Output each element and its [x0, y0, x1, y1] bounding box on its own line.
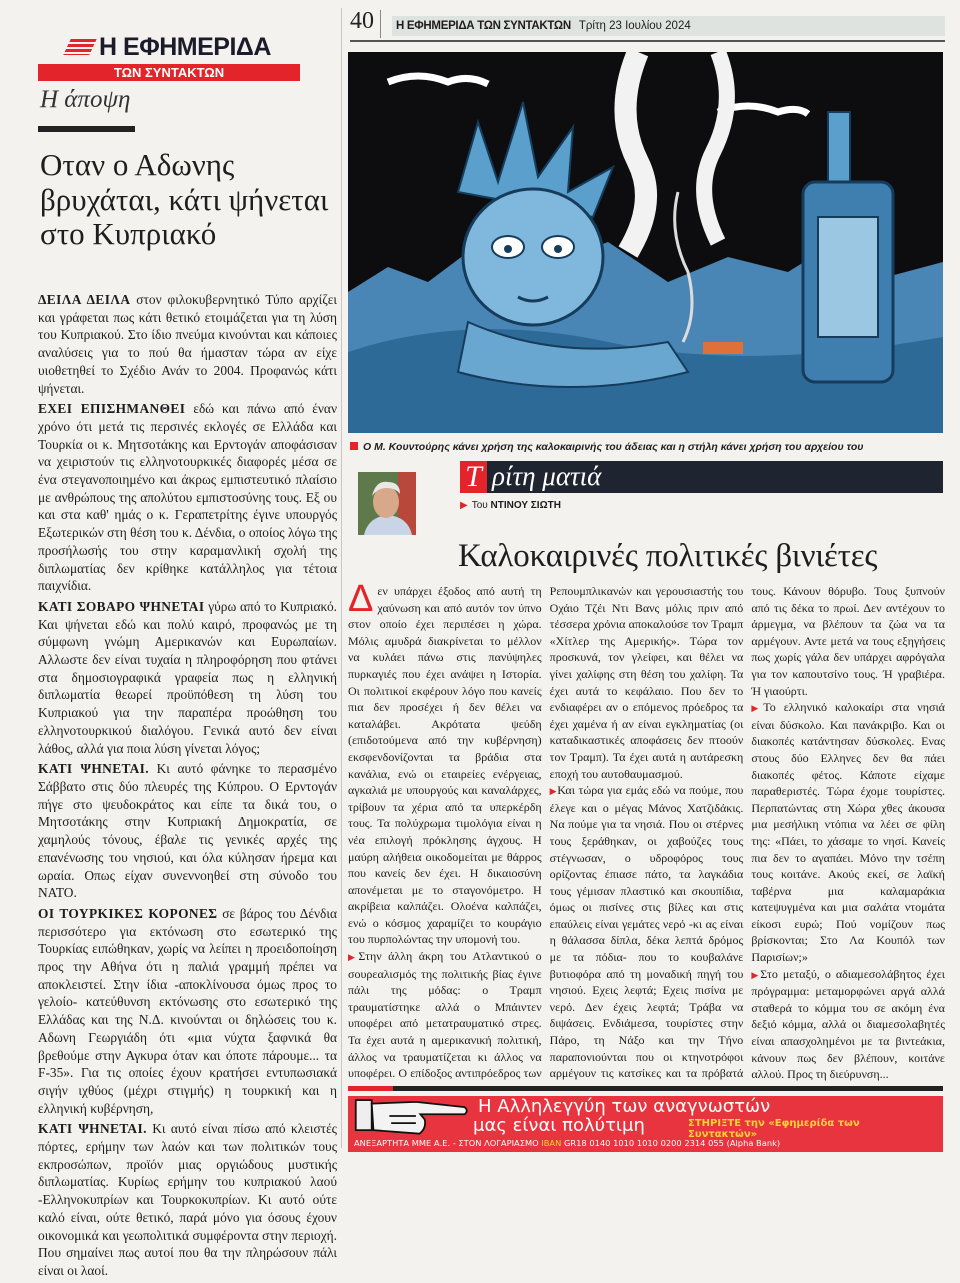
- byline-prefix: Του: [471, 500, 488, 511]
- page-number: 40: [350, 8, 374, 34]
- left-article-body: [38, 291, 337, 1283]
- bank-account-line: [354, 1138, 780, 1148]
- iban-number: GR18 0140 1010 1010 0200 2314 055: [563, 1138, 724, 1148]
- issue-date: Τρίτη 23 Ιουλίου 2024: [578, 20, 691, 32]
- paragraph-text: Το ελληνικό καλοκαίρι στα νησιά είναι δύσκολο. Και πανάκριβο. Και οι διακοπές κατάντησαν δύσκολες. Ενας στους δύο Ελληνες δεν θα πάει διακοπές φέτος. Κάποτε είχαμε παραθεριστές. Τώρα έχομε τουρίστες. Περπατώντας στη Χώρα χθες άκουσα μια μεσήλικη ντόπια να λέει σε φίλη της: «Πάει, το χάσαμε το νησί. Κανείς πια δεν το αγαπάει. Μόνο την τσέπη τους κοιτάνε. Ακούς εκεί, σε λαϊκή ταβέρνα μια καλαμαράκια κατεψυγμένα και μια σαλάτα ντομάτα είκοσι ευρώ; Πού νομίζουν πως βρίσκονται; Στο Λα Κουπόλ των Παρισίων;»: [751, 700, 945, 965]
- paragraph-text: Και τώρα για εμάς εδώ να πούμε, που έλεγε και ο μέγας Μάνος Χατζιδάκις. Να πούμε για τα νησιά. Που οι στέρνες τους ξεράθηκαν, οι χαβούζες τους στέγνωσαν, ο υδροφόρος τους ορίζοντας έπιασε πάτο, τα λαγκάδια τους γέμισαν πλαστικό και σκουπίδια, όμως οι πισίνες στις βίλες και στις επαύλεις είναι γεμάτες νερό -κι ας είναι η θάλασσα δίπλα, δέκα λεπτά δρόμος με τα πόδια- που το κουβαλάνε βυτιοφόρα από τη μοναδική πηγή του νησιού. Εχεις λεφτά; Εχεις πισίνα με νερό. Δεν έχεις λεφτά; Τράβα να διψάσεις. Ενδιάμεσα, τουρίστες στην Πάρο, τη Νάξο και την Τήνο παραπονιούνται που οι κτηνοτρόφοι αρμέγουν τις κατσίκες και τα πρόβατά τους. Κάνουν θόρυβο. Τους ξυπνούν από τις δέκα το πρωί. Δεν αντέχουν το άρμεγμα, να βλέπουν τα ζώα να τα αρμέγουν. Αντε μετά να τους εξηγήσεις πως χωρίς γάλα δεν υπάρχει αφρόγαλα για τον καπουτσίνο τους. Ή γραβιέρα. Ή γιαούρτι.: [549, 584, 945, 1081]
- paragraph: [38, 1120, 337, 1279]
- paragraph-text: εν υπάρχει έξοδος από αυτή τη χαύνωση και από αυτόν τον ύπνο στον οποίο έχει περιπέσει η χώρα. Μόλις αμυδρά διακρίνεται το μέλλον να κυλάει πάνω στις πανύψηλες πυρκαγιές που έχει ανάψει η Ιστορία. Οι πολιτικοί εκφέρουν λόγο που κανείς πια δεν προσέχει ή δεν θέλει να καταλάβει. Ακρότατα ψεύδη (επιδοτούμενα από την κυβέρνηση) εκσφενδονίζονται τα βράδια στα κανάλια, ενώ οι εταιρείες ενέργειας, αγκαλιά με υπουργούς και καναλάρχες, τρίβουν τα χέρια από τα υπερκέρδη τους. Τα πολύχρωμα τιμολόγια είναι η νέα επιλογή πρόκλησης άγχους. Η μαύρη αλήθεια οικοδομείται με θάρρος που κανείς δεν έχει. Η δικαιοσύνη απονέμεται με το σταγονόμετρο. Η ακρίβεια καλπάζει. Ολοένα καλπάζει, ενώ ο κόσμος χαραμίζει το κουράγιο του πυρπολώντας την υπομονή του.: [348, 584, 542, 947]
- paragraph-text: σε βάρος του Δένδια περισσότερο για εκτόνωση στο εσωτερικό της Τουρκίας ειπώθηκαν, χωρίς να λείπει η προειδοποίηση προς την Αθήνα ότι η παλιά γραμμή πρέπει να αποκλειστεί. Στην ίδια -αποκλίνουσα όμως προς το γελοίο- κατεύθυνση εκτόνωσης στο εσωτερικό της Ελλάδας και της Ν.Δ. κινούνται οι δηλώσεις του κ. Αδωνη Γεωργιάδη ότι «μια νύχτα ξαφνικά θα βρεθούμε στην Αγκυρα όταν και όποτε πάρουμε... τα F-35». Για τις οποίες έχουν κρατήσει εντυπωσιακά σιγήν ιχθύος (μέχρι στιγμής) η τουρκική και η ελληνική κυβέρνηση,: [38, 905, 337, 1116]
- column-article-title: Καλοκαιρινές πολιτικές βινιέτες: [458, 538, 878, 574]
- triangle-bullet-icon: ▶: [549, 786, 558, 797]
- triangle-bullet-icon: ▶: [751, 969, 761, 980]
- running-header: [392, 16, 945, 36]
- paragraph-text: Στο μεταξύ, ο αδιαμεσολάβητος έχει πρόγραμμα: μεταμορφώνει αργά αλλά σταθερά το κόμμα του σε ακόμη ένα δεξιό κόμμα, αλλά οι διαμεσολαβητές είναι απασχολημένοι με τα βιντεάκια, κάνουν πως δεν βλέπουν, κοιτάνε αλλού. Προς τη διεύρυνση...: [751, 966, 945, 1082]
- column-article-body: [348, 578, 945, 1083]
- solidarity-ad: [348, 1096, 943, 1152]
- column-title: ρίτη ματιά: [492, 461, 602, 491]
- paper-name: Η ΕΦΗΜΕΡΙΔΑ ΤΩΝ ΣΥΝΤΑΚΤΩΝ: [396, 20, 571, 32]
- cartoon-caption: [350, 441, 945, 453]
- triangle-bullet-icon: ▶: [751, 703, 764, 714]
- triangle-bullet-icon: ▶: [460, 500, 468, 511]
- brand-name: Η ΕΦΗΜΕΡΙΔΑ: [99, 32, 271, 61]
- header-rule: [350, 40, 945, 42]
- paragraph-lead: ΔΕΙΛΑ ΔΕΙΛΑ: [38, 292, 131, 307]
- pointing-hand-icon: [354, 1088, 469, 1144]
- caption-text: Ο Μ. Κουντούρης κάνει χρήση της καλοκαιρινής του άδειας και η στήλη κάνει χρήση του αρχείου του: [363, 441, 864, 453]
- byline: [460, 500, 561, 511]
- paragraph: [38, 598, 337, 757]
- header-divider: [380, 10, 381, 38]
- paragraph-text: Στην άλλη άκρη του Ατλαντικού ο σουρεαλισμός της πολιτικής βίας έγινε πάλι της μόδας: ο Τραμπ τραυματίστηκε αλλά ο Μπάιντεν υποφέρει από μετατραυματικό στρες. Τα έχει αυτά η αμερικανική πολιτική, άλλος να τραυματίζεται κι άλλος να υποφέρει. Ο επίδοξος αντιπρόεδρος των Ρεπουμπλικανών και γερουσιαστής του Οχάιο Τζέι Ντι Βανς μόλις πριν από τέσσερα χρόνια αποκαλούσε τον Τραμπ «Χίτλερ της Αμερικής». Τώρα τον προσκυνά, τον γλείφει, και θέλει να γίνει χαλίφης στη θέση του χαλίφη. Τα έχει αυτά το κεφάλαιο. Που δεν το ενδιαφέρει αν ο επόμενος πρόεδρος τα έχει χαμένα ή αν είναι εγκληματίας (οι καταδικαστικές αποφάσεις δεν πτοούν τον Τραμπ). Τα έχει αυτά η αυτάρεσκη εποχή του αυτοθαυμασμού.: [348, 584, 744, 1081]
- square-bullet-icon: [350, 442, 358, 450]
- paragraph-text: Κι αυτό φάνηκε το περασμένο Σάββατο στις δύο πλευρές της Κύπρου. Ο Ερντογάν πήγε στο ψευδοκράτος και είπε τα δικά του, ο Μητσοτάκης στην Κυπριακή Δημοκρατία, σε χαμηλούς τόνους, έβαλε τις γενικές αρχές της επανένωσης του νησιού, και όλα κύλησαν ήρεμα και ωραία. Οπως είχαν συνεννοηθεί στη σύνοδο του ΝΑΤΟ.: [38, 761, 337, 901]
- section-label: Η άποψη: [40, 86, 131, 113]
- paragraph: [751, 966, 945, 1083]
- column-title-bar: [460, 461, 943, 493]
- paragraph: [348, 578, 542, 948]
- paragraph: [38, 291, 337, 397]
- paragraph-lead: ΚΑΤΙ ΨΗΝΕΤΑΙ.: [38, 1121, 147, 1137]
- author-name: ΝΤΙΝΟΥ ΣΙΩΤΗ: [490, 500, 561, 511]
- drop-cap: Δ: [348, 578, 374, 620]
- ad-subheadline: μας είναι πολύτιμη: [473, 1115, 645, 1136]
- section-underline: [38, 126, 135, 132]
- speed-lines-icon: [63, 39, 96, 55]
- brand-subtitle: ΤΩΝ ΣΥΝΤΑΚΤΩΝ: [38, 64, 300, 81]
- column-divider: [341, 8, 342, 1148]
- paragraph: [751, 699, 945, 966]
- masthead-logo: [38, 32, 300, 81]
- paragraph-lead: ΚΑΤΙ ΨΗΝΕΤΑΙ.: [38, 761, 150, 777]
- paragraph-text: γύρω από το Κυπριακό. Και ψήνεται εδώ και πολύ καιρό, προφανώς με τη σύμφωνη γνώμη Αμερικανών και Ευρωπαίων. Αλλωστε δεν είναι τυχαία η πληροφόρηση που φτάνει στα δημοσιογραφικά γραφεία πως η ελληνική διπλωματία θεωρεί προϋπόθεση τη λύση του Κυπριακού για την παραπέρα προώθηση του ελληνοτουρκικού διαλόγου. Γενικά αυτό δεν είναι λάθος, αλλά για ποια λύση γίνεται λόγος;: [38, 598, 338, 756]
- author-photo: [358, 472, 416, 535]
- triangle-bullet-icon: ▶: [348, 952, 359, 963]
- ad-support-text: ΣΤΗΡΙΞΤΕ την «Εφημερίδα των Συντακτών»: [688, 1118, 860, 1140]
- paragraph-lead: ΟΙ ΤΟΥΡΚΙΚΕΣ ΚΟΡΟΝΕΣ: [38, 905, 218, 921]
- paragraph: [38, 905, 337, 1117]
- account-holder: ΑΝΕΞΑΡΤΗΤΑ ΜΜΕ Α.Ε. - ΣΤΟΝ ΛΟΓΑΡΙΑΣΜΟ: [354, 1138, 539, 1148]
- paragraph: [38, 760, 337, 902]
- left-headline: Οταν ο Αδωνης βρυχάται, κάτι ψήνεται στο Κυπριακό: [40, 147, 329, 251]
- paragraph-text: Κι αυτό είναι πίσω από κλειστές πόρτες, ερήμην των λαών και των πολιτικών τους εκπροσώπων, προϊόν μιας οργιώδους μυστικής διπλωματίας. Κυρίως ερήμην του κυπριακού λαού -Ελληνοκυπρίων και Τουρκοκυπρίων. Κι αυτό ούτε καλό είναι, ούτε θετικό, παρά μόνο για όσους έχουν οικονομικά και γεωπολιτικά συμφέροντα στην περιοχή. Που σημαίνει πως αυτοί που θα την πληρώσουν πάλι είναι οι λαοί.: [38, 1121, 337, 1278]
- paragraph-lead: ΕΧΕΙ ΕΠΙΣΗΜΑΝΘΕΙ: [38, 401, 186, 417]
- cartoon-illustration: [348, 52, 943, 433]
- iban-label: IBAN: [541, 1138, 562, 1148]
- paragraph: [38, 400, 337, 595]
- ad-headline: Η Αλληλεγγύη των αναγνωστών: [478, 1096, 771, 1117]
- paragraph-text: εδώ και πάνω από έναν χρόνο ότι μετά τις περσινές εκλογές σε Ελλάδα και Τουρκία οι κ. Μητσοτάκης και Ερντογάν αποφάσισαν να χειριστούν τις ελληνοτουρκικές διαφορές μέσα σε ένα στεγανοποιημένο και άκρως εμπιστευτικό πλαίσιο με ανθρώπους της απολύτου εμπιστοσύνης τους. Εξ ου και στα καθ' ημάς ο κ. Γεραπετρίτης έγινε υπουργός Εξωτερικών στη θέση του κ. Δένδια, ο οποίος λόγω της προσήλωσής του στην καραμανλική σχολή της διπλωματίας δεν κρίθηκε κατάλληλος για τέτοια παιχνίδια.: [38, 401, 337, 594]
- paragraph-text: στον φιλοκυβερνητικό Τύπο αρχίζει και γράφεται πως κάτι θετικό ετοιμάζεται για τη λύση του Κυπριακού. Στο ίδιο πνεύμα κινούνται και κάποιες αναλύσεις για το πού θα ήμασταν τώρα αν είχε υιοθετηθεί το Σχέδιο Ανάν το 2004. Προφανώς κάτι ψήνεται.: [38, 292, 337, 396]
- paragraph-lead: ΚΑΤΙ ΣΟΒΑΡΟ ΨΗΝΕΤΑΙ: [38, 598, 205, 614]
- column-title-initial: Τ: [460, 461, 487, 493]
- bank-name: (Alpha Bank): [726, 1138, 781, 1148]
